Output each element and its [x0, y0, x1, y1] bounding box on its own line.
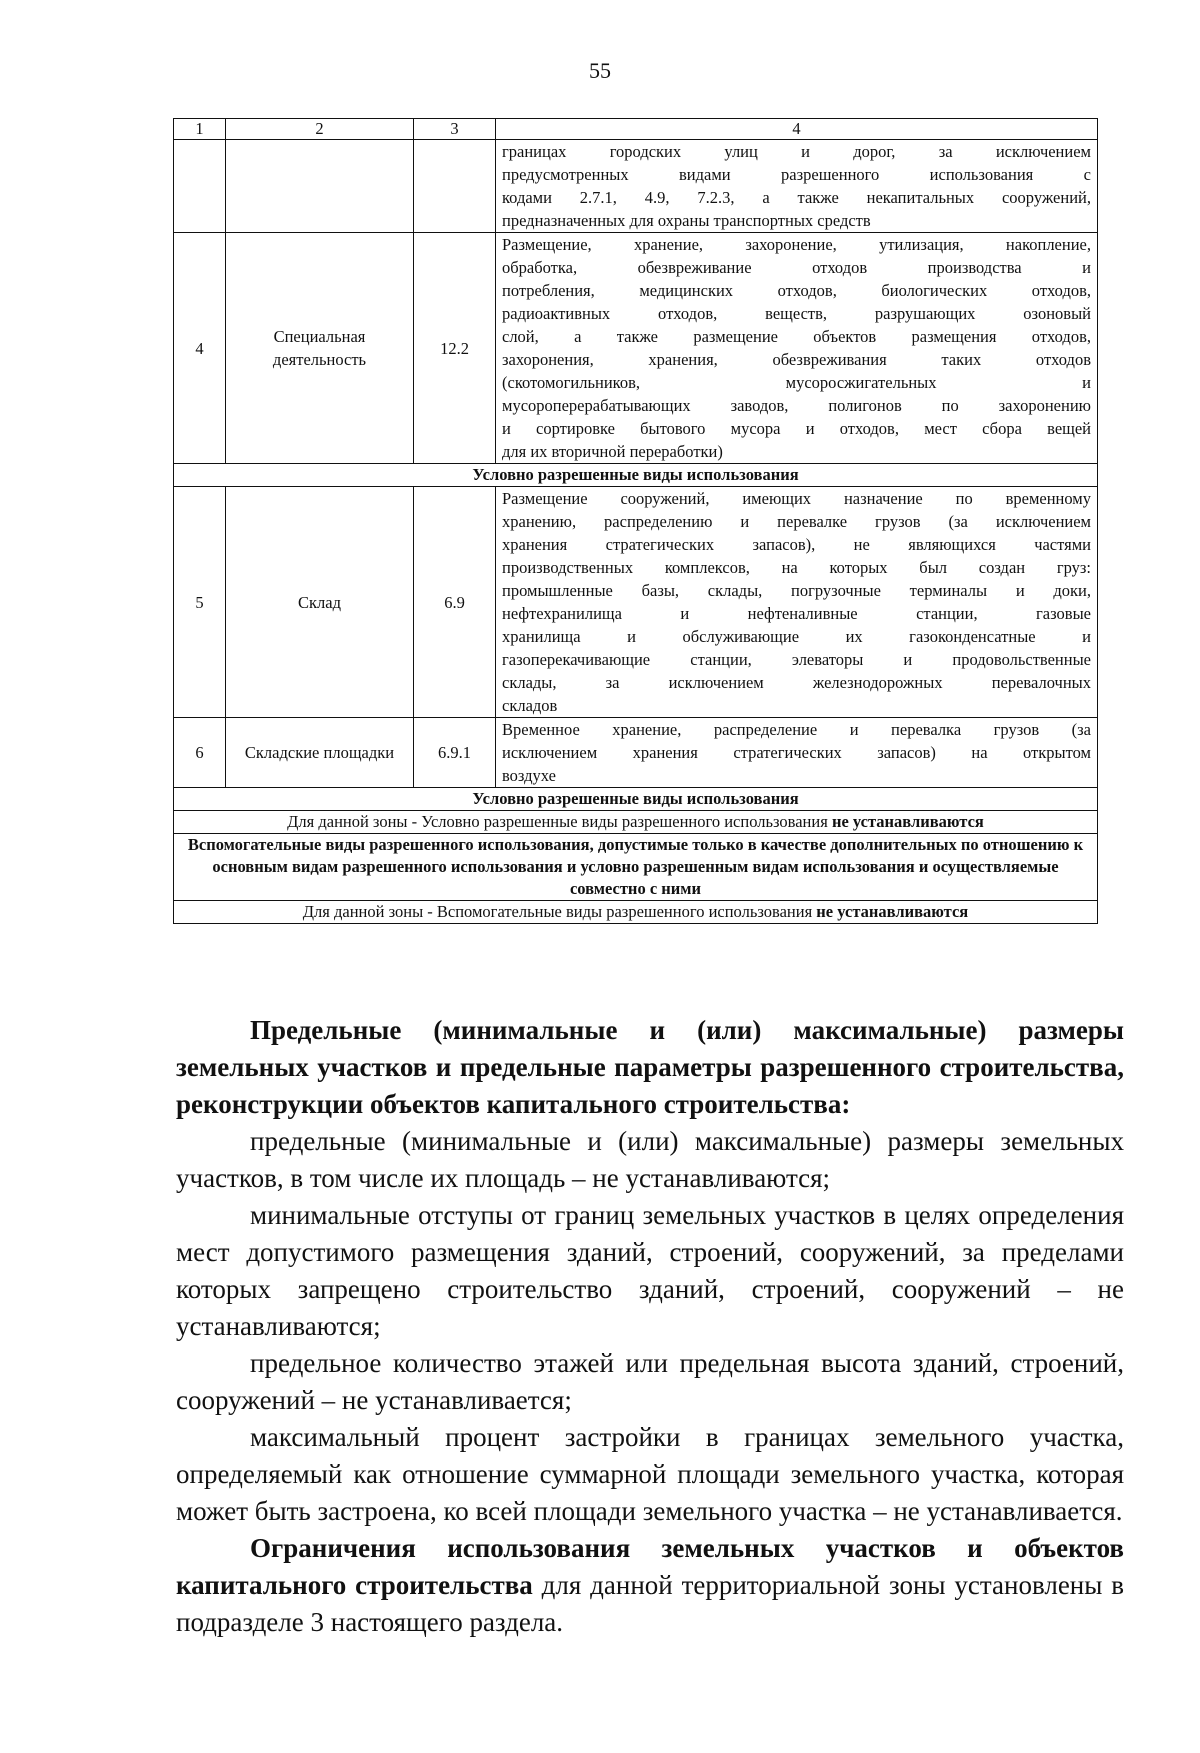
paragraph: максимальный процент застройки в границах земельного участка, определяемый как отношение суммарной площади земельного участка, которая может быть застроена, ко всей площади земельного участка – не устанавливается.: [176, 1422, 1124, 1526]
table-row: [174, 233, 1098, 464]
section-row-auxiliary: [174, 834, 1098, 901]
cell-num: 6: [174, 718, 226, 788]
note-text: Для данной зоны - Вспомогательные виды разрешенного использования: [302, 902, 817, 921]
desc-line: Размещение, хранение, захоронение, утилизация, накопление,: [502, 235, 1091, 254]
paragraph: предельное количество этажей или предельная высота зданий, строений, сооружений – не устанавливается;: [176, 1348, 1124, 1415]
land-use-table: [173, 118, 1098, 924]
note-row-auxiliary: [174, 901, 1098, 924]
header-col-2: 2: [226, 119, 414, 140]
desc-line: радиоактивных отходов, веществ, разрушающих озоновый: [502, 304, 1091, 323]
desc-line: нефтехранилища и нефтеналивные станции, газовые: [502, 604, 1091, 623]
cell-code: 6.9.1: [414, 718, 496, 788]
desc-line: Временное хранение, распределение и перевалка грузов (за: [502, 720, 1091, 739]
restrictions-text: для данной территориальной зоны установлены в подразделе 3 настоящего раздела.: [176, 1570, 1124, 1637]
table-row-continued: [174, 140, 1098, 233]
table-row: [174, 487, 1098, 718]
desc-line: хранению, распределению и перевалке грузов (за исключением: [502, 512, 1091, 531]
section-title: Условно разрешенные виды использования: [174, 464, 1098, 487]
paragraph: минимальные отступы от границ земельных участков в целях определения мест допустимого размещения зданий, строений, сооружений, за пределами которых запрещено строительство зданий, строений, сооружений – не устанавливаются;: [176, 1200, 1124, 1341]
note-text: Для данной зоны - Условно разрешенные виды разрешенного использования: [287, 812, 832, 831]
cell-description: [496, 718, 1098, 788]
desc-line: захоронения, хранения, обезвреживания таких отходов: [502, 350, 1091, 369]
paragraph: предельные (минимальные и (или) максимальные) размеры земельных участков, в том числе их площадь – не устанавливаются;: [176, 1126, 1124, 1193]
note-cell: [174, 901, 1098, 924]
desc-line: производственных комплексов, на которых был создан груз:: [502, 558, 1091, 577]
desc-line: складов: [502, 696, 558, 715]
desc-line: (скотомогильников, мусоросжигательных и: [502, 373, 1091, 392]
note-cell: [174, 811, 1098, 834]
desc-line: для их вторичной переработки): [502, 442, 723, 461]
table-header-row: [174, 119, 1098, 140]
cell-code: 6.9: [414, 487, 496, 718]
section-row-conditional-2: [174, 788, 1098, 811]
cell-num: 4: [174, 233, 226, 464]
cell-num: [174, 140, 226, 233]
note-status: не устанавливаются: [816, 902, 969, 921]
desc-line: предназначенных для охраны транспортных средств: [502, 211, 871, 230]
desc-line: исключением хранения стратегических запасов) на открытом: [502, 743, 1091, 762]
desc-line: хранения стратегических запасов), не являющихся частями: [502, 535, 1091, 554]
section-row-conditional: [174, 464, 1098, 487]
desc-line: воздухе: [502, 766, 556, 785]
cell-num: 5: [174, 487, 226, 718]
desc-line: потребления, медицинских отходов, биологических отходов,: [502, 281, 1091, 300]
section-heading: Предельные (минимальные и (или) максимальные) размеры земельных участков и предельные параметры разрешенного строительства, реконструкции объектов капитального строительства:: [176, 1015, 1124, 1119]
desc-line: газоперекачивающие станции, элеваторы и продовольственные: [502, 650, 1091, 669]
desc-line: слой, а также размещение объектов размещения отходов,: [502, 327, 1091, 346]
section-title: Вспомогательные виды разрешенного использования, допустимые только в качестве дополнительных по отношению к основным видам разрешенного использования и условно разрешенным видам использования и осуществляемые совместно с ними: [174, 834, 1098, 901]
cell-name: [226, 140, 414, 233]
desc-line: склады, за исключением железнодорожных перевалочных: [502, 673, 1091, 692]
desc-line: мусороперерабатывающих заводов, полигонов по захоронению: [502, 396, 1091, 415]
note-row-conditional: [174, 811, 1098, 834]
desc-line: хранилища и обслуживающие их газоконденсатные и: [502, 627, 1091, 646]
desc-line: границах городских улиц и дорог, за исключением: [502, 142, 1091, 161]
restrictions-title: Ограничения использования земельных участков и объектов капитального строительства: [176, 1533, 1124, 1600]
desc-line: и сортировке бытового мусора и отходов, мест сбора вещей: [502, 419, 1091, 438]
desc-line: предусмотренных видами разрешенного использования с: [502, 165, 1091, 184]
table-row: [174, 718, 1098, 788]
cell-description: [496, 233, 1098, 464]
cell-name: Склад: [226, 487, 414, 718]
note-status: не устанавливаются: [831, 812, 984, 831]
header-col-1: 1: [174, 119, 226, 140]
cell-code: 12.2: [414, 233, 496, 464]
desc-line: промышленные базы, склады, погрузочные терминалы и доки,: [502, 581, 1091, 600]
cell-description: [496, 487, 1098, 718]
desc-line: кодами 2.7.1, 4.9, 7.2.3, а также некапитальных сооружений,: [502, 188, 1091, 207]
header-col-4: 4: [496, 119, 1098, 140]
restrictions-paragraph: [176, 1530, 1124, 1641]
desc-line: обработка, обезвреживание отходов производства и: [502, 258, 1091, 277]
section-title: Условно разрешенные виды использования: [174, 788, 1098, 811]
body-text: [176, 1012, 1124, 1641]
cell-name: Специальная деятельность: [226, 233, 414, 464]
cell-name: Складские площадки: [226, 718, 414, 788]
cell-code: [414, 140, 496, 233]
page-number: 55: [589, 58, 611, 83]
desc-line: Размещение сооружений, имеющих назначение по временному: [502, 489, 1091, 508]
header-col-3: 3: [414, 119, 496, 140]
cell-description: [496, 140, 1098, 233]
